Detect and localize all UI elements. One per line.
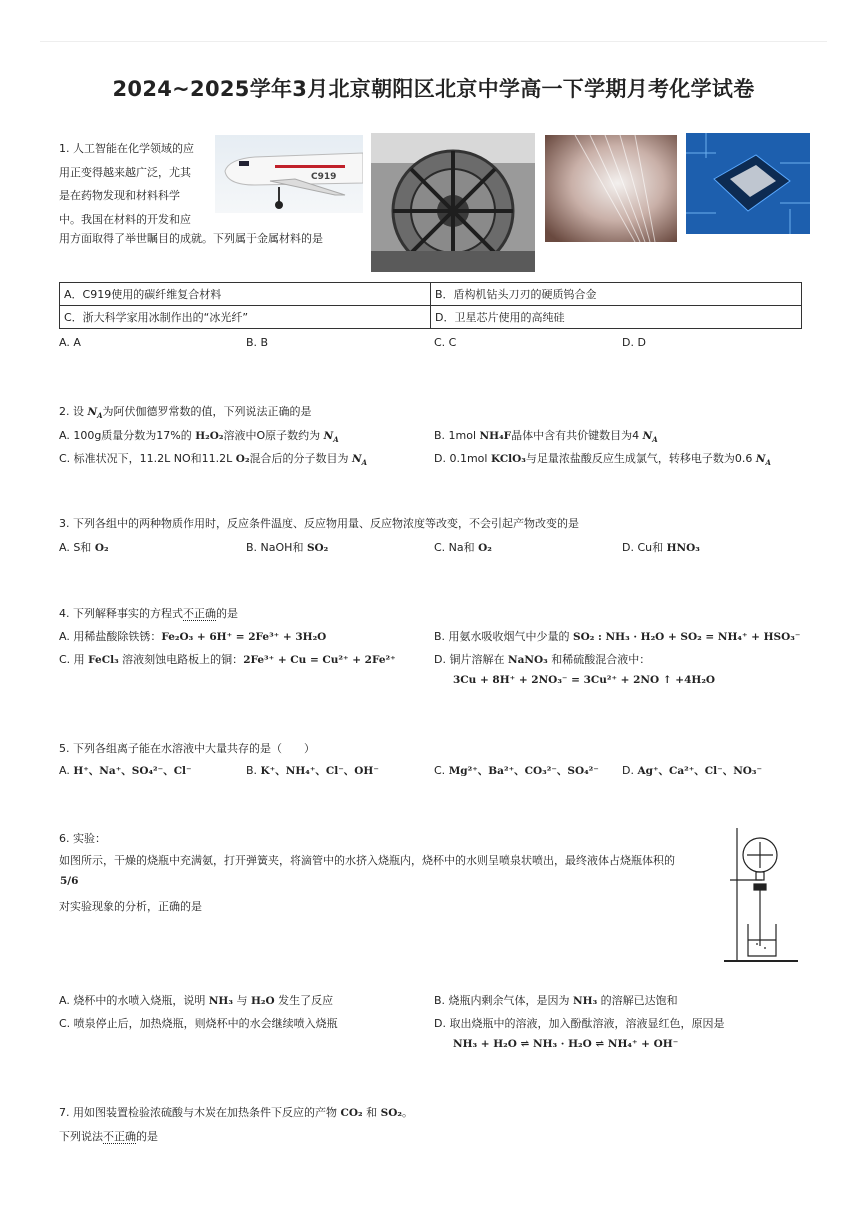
q7-question-emphasis: 不正确 xyxy=(103,1130,136,1143)
q6-question: 对实验现象的分析，正确的是 xyxy=(59,900,202,913)
fountain-apparatus-diagram xyxy=(722,828,802,968)
top-divider xyxy=(40,41,827,42)
q1-answer-b[interactable]: B. B xyxy=(246,336,269,349)
q2-na-subscript: A xyxy=(97,411,103,421)
q2-d-na: N xyxy=(755,453,766,465)
q5-b-ions: K⁺、NH₄⁺、Cl⁻、OH⁻ xyxy=(260,765,379,777)
q5-option-c[interactable] xyxy=(434,763,599,778)
q1-stem-last: 用方面取得了举世瞩目的成就。下列属于金属材料的是 xyxy=(59,232,323,245)
q2-option-d[interactable] xyxy=(434,450,771,467)
q6-a-h2o: H₂O xyxy=(250,995,275,1007)
q6-title: 6. 实验： xyxy=(59,832,106,845)
q6-d-equation: NH₃ + H₂O ⇌ NH₃ · H₂O ⇌ NH₄⁺ + OH⁻ xyxy=(453,1038,679,1050)
q2-a-formula: H₂O₂ xyxy=(195,430,224,442)
q2-a-na: N xyxy=(323,430,334,442)
q1-answer-d[interactable]: D. D xyxy=(622,336,646,349)
q2-b-formula: NH₄F xyxy=(479,430,512,442)
c919-aircraft-image xyxy=(215,135,363,213)
q1-stem-line: 是在药物发现和材料科学 xyxy=(59,189,180,202)
q2-a-na-sub: A xyxy=(333,435,339,445)
q2-option-b[interactable] xyxy=(434,427,658,444)
q2-c-na: N xyxy=(352,453,362,465)
q6-option-d[interactable]: D. 取出烧瓶中的溶液，加入酚酞溶液，溶液显红色，原因是 xyxy=(434,1017,725,1030)
q6-a-text1: A. 烧杯中的水喷入烧瓶，说明 xyxy=(59,994,209,1007)
q7-question-suffix: 的是 xyxy=(136,1130,158,1143)
q1-option-b-cell: B．盾构机钻头刀刃的硬质钨合金 xyxy=(431,283,802,306)
q6-option-a[interactable] xyxy=(59,992,333,1008)
ice-fiber-image xyxy=(545,135,677,242)
q3-d-text: D. Cu和 xyxy=(622,541,667,554)
q4-option-b[interactable] xyxy=(434,628,800,644)
q3-stem: 3. 下列各组中的两种物质作用时，反应条件温度、反应物用量、反应物浓度等改变，不会引起产物改变的是 xyxy=(59,517,579,530)
q2-stem-suffix: 为阿伏伽德罗常数的值，下列说法正确的是 xyxy=(102,405,312,418)
q2-c-text1: C. 标准状况下，11.2L NO和11.2L xyxy=(59,452,236,465)
shield-machine-image xyxy=(371,133,535,272)
q6-fraction: 5/6 xyxy=(60,875,79,887)
aircraft-registration-text: C919 xyxy=(311,172,337,182)
q1-stem-line: 1. 人工智能在化学领域的应 xyxy=(59,142,194,155)
q5-b-letter: B. xyxy=(246,764,258,777)
q2-option-a[interactable] xyxy=(59,427,339,444)
q1-stem-line: 中。我国在材料的开发和应 xyxy=(59,212,191,226)
q2-b-na-sub: A xyxy=(652,435,658,445)
q2-c-formula: O₂ xyxy=(235,453,250,465)
q7-stem xyxy=(59,1104,413,1120)
q2-stem xyxy=(59,403,312,420)
q3-b-text: B. NaOH和 xyxy=(246,541,307,554)
q6-a-text3: 发生了反应 xyxy=(274,994,334,1007)
q1-stem-line: 用正变得越来越广泛，尤其 xyxy=(59,165,191,179)
q4-stem-suffix: 的是 xyxy=(216,607,238,620)
q3-c-formula: O₂ xyxy=(478,542,492,554)
q5-option-a[interactable] xyxy=(59,763,192,778)
q4-stem-prefix: 4. 下列解释事实的方程式 xyxy=(59,607,183,620)
q1-option-c-cell: C．浙大科学家用冰制作出的“冰光纤” xyxy=(60,306,431,329)
q4-d-equation: 3Cu + 8H⁺ + 2NO₃⁻ = 3Cu²⁺ + 2NO ↑ +4H₂O xyxy=(453,674,716,686)
q4-b-text: B. 用氨水吸收烟气中少量的 xyxy=(434,630,574,643)
q3-c-text: C. Na和 xyxy=(434,541,479,554)
q2-d-text1: D. 0.1mol xyxy=(434,452,491,465)
q6-option-c[interactable]: C. 喷泉停止后，加热烧瓶，则烧杯中的水会继续喷入烧瓶 xyxy=(59,1017,338,1030)
q3-option-d[interactable] xyxy=(622,539,700,555)
q2-b-text2: 晶体中含有共价键数目为4 xyxy=(511,429,643,442)
q5-c-letter: C. xyxy=(434,764,446,777)
q7-co2: CO₂ xyxy=(340,1107,363,1119)
q5-d-ions: Ag⁺、Ca²⁺、Cl⁻、NO₃⁻ xyxy=(637,765,763,777)
q5-a-ions: H⁺、Na⁺、SO₄²⁻、Cl⁻ xyxy=(73,765,192,777)
q6-description: 如图所示，干燥的烧瓶中充满氨，打开弹簧夹，将滴管中的水挤入烧瓶内，烧杯中的水则呈喷泉状喷出，最终液体占烧瓶体积的 xyxy=(59,854,675,867)
q3-option-c[interactable] xyxy=(434,539,492,555)
q5-a-letter: A. xyxy=(59,764,70,777)
page-title: 2024~2025学年3月北京朝阳区北京中学高一下学期月考化学试卷 xyxy=(112,77,755,101)
q2-c-text2: 混合后的分子数目为 xyxy=(249,452,353,465)
q6-b-nh3: NH₃ xyxy=(573,995,598,1007)
satellite-chip-image xyxy=(686,133,810,234)
q2-a-text2: 溶液中O原子数约为 xyxy=(223,429,324,442)
q4-a-equation: Fe₂O₃ + 6H⁺ = 2Fe³⁺ + 3H₂O xyxy=(161,631,327,643)
q5-c-ions: Mg²⁺、Ba²⁺、CO₃²⁻、SO₄²⁻ xyxy=(448,765,599,777)
q3-a-formula: O₂ xyxy=(94,542,109,554)
q7-stem-text2: 和 xyxy=(362,1106,381,1119)
q6-a-nh3: NH₃ xyxy=(208,995,233,1007)
q4-b-equation: SO₂ : NH₃ · H₂O + SO₂ = NH₄⁺ + HSO₃⁻ xyxy=(573,631,801,643)
q6-a-text2: 与 xyxy=(232,994,251,1007)
q2-d-na-sub: A xyxy=(765,458,771,468)
q4-d-text2: 和稀硫酸混合液中： xyxy=(547,653,651,666)
q2-b-na: N xyxy=(642,430,653,442)
q7-so2: SO₂ xyxy=(380,1107,402,1119)
q2-b-text1: B. 1mol xyxy=(434,429,480,442)
q5-option-b[interactable] xyxy=(246,763,379,778)
q3-a-text: A. S和 xyxy=(59,541,95,554)
q1-answer-a[interactable]: A. A xyxy=(59,336,81,349)
q4-option-d[interactable] xyxy=(434,651,650,667)
q4-d-nano3: NaNO₃ xyxy=(507,654,548,666)
q4-c-equation: 2Fe³⁺ + Cu = Cu²⁺ + 2Fe²⁺ xyxy=(243,654,396,666)
q4-option-c[interactable] xyxy=(59,651,396,667)
q7-stem-text3: 。 xyxy=(401,1106,413,1119)
q2-na-symbol: N xyxy=(87,406,98,418)
q3-d-formula: HNO₃ xyxy=(666,542,700,554)
q6-b-text1: B. 烧瓶内剩余气体，是因为 xyxy=(434,994,574,1007)
q4-a-text: A. 用稀盐酸除铁锈： xyxy=(59,630,162,643)
q3-option-a[interactable] xyxy=(59,539,109,555)
q4-stem-emphasis: 不正确 xyxy=(183,607,216,620)
q3-b-formula: SO₂ xyxy=(306,542,329,554)
q4-c-text2: 溶液刻蚀电路板上的铜： xyxy=(118,653,244,666)
q6-b-text2: 的溶解已达饱和 xyxy=(597,994,678,1007)
q3-option-b[interactable] xyxy=(246,539,328,555)
q7-question xyxy=(59,1128,158,1144)
q1-option-a-cell: A．C919使用的碳纤维复合材料 xyxy=(60,283,431,306)
q4-c-fecl3: FeCl₃ xyxy=(88,654,119,666)
q2-d-text2: 与足量浓盐酸反应生成氯气，转移电子数为0.6 xyxy=(525,452,756,465)
q1-answer-c[interactable]: C. C xyxy=(434,336,457,349)
q7-stem-text1: 7. 用如图装置检验浓硫酸与木炭在加热条件下反应的产物 xyxy=(59,1106,341,1119)
q2-stem-prefix: 2. 设 xyxy=(59,405,88,418)
q5-d-letter: D. xyxy=(622,764,634,777)
q4-c-text1: C. 用 xyxy=(59,653,89,666)
q2-c-na-sub: A xyxy=(361,458,368,468)
q4-stem xyxy=(59,605,238,621)
q2-option-c[interactable] xyxy=(59,450,367,467)
q5-option-d[interactable] xyxy=(622,763,762,778)
q1-option-d-cell: D．卫星芯片使用的高纯硅 xyxy=(431,306,802,329)
q2-a-text1: A. 100g质量分数为17%的 xyxy=(59,429,196,442)
q2-d-formula: KClO₃ xyxy=(490,453,526,465)
q5-stem: 5. 下列各组离子能在水溶液中大量共存的是（ ） xyxy=(59,742,315,755)
q4-d-text1: D. 铜片溶解在 xyxy=(434,653,508,666)
q7-question-prefix: 下列说法 xyxy=(59,1130,103,1143)
q1-stem xyxy=(59,137,209,231)
q6-option-b[interactable] xyxy=(434,992,678,1008)
q4-option-a[interactable] xyxy=(59,628,326,644)
q1-options-table xyxy=(59,282,802,329)
